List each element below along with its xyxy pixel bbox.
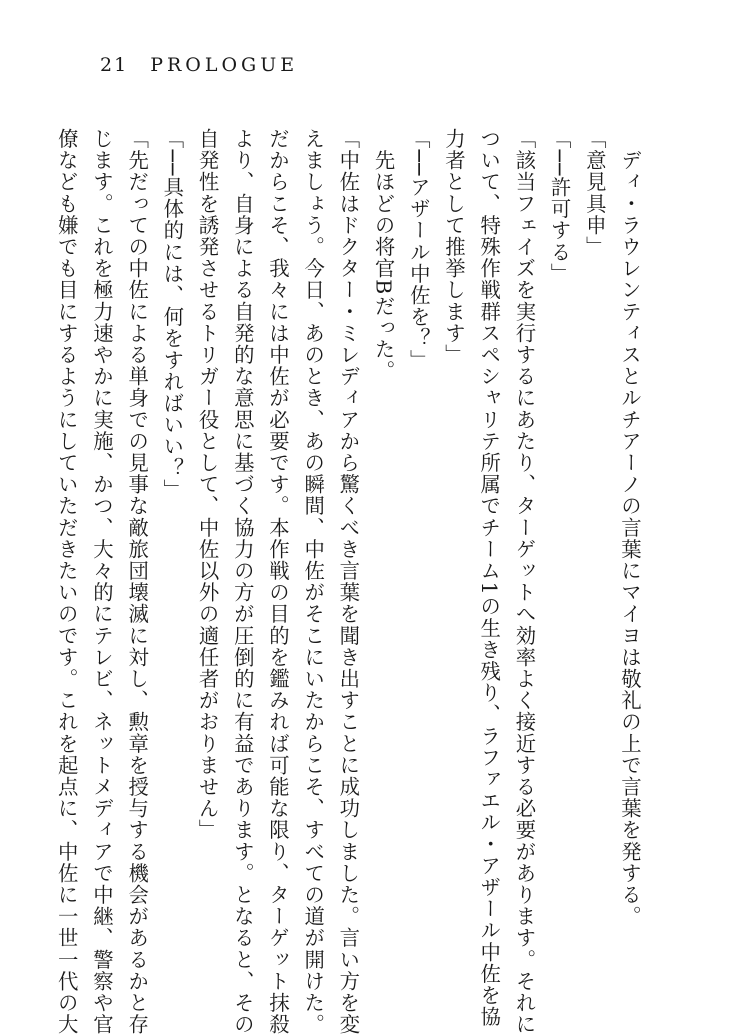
text-line: 先ほどの将官Bだった。 <box>371 128 396 382</box>
text-line: 「──具体的には、何をすればいい？」 <box>160 128 185 501</box>
text-line: 「先だっての中佐による単身での見事な敵旅団壊滅に対し、勲章を授与する機会があるかと存 <box>125 128 150 1035</box>
text-line: より、自身による自発的な意思に基づく協力の方が圧倒的に有益であります。となると、その <box>230 128 255 1035</box>
text-line: じます。これを極力速やかに実施、かつ、大々的にテレビ、ネットメディアで中継、警察や官 <box>89 128 114 1035</box>
page-number: 21 <box>100 54 129 76</box>
text-line: 僚なども嫌でも目にするようにしていただきたいのです。これを起点に、中佐に一世一代の大 <box>54 128 79 1035</box>
text-line: 「中佐はドクター・ミレディアから驚くべき言葉を聞き出すことに成功しました。言い方を変 <box>336 128 361 1035</box>
text-line: 「──アザール中佐を？」 <box>406 128 431 371</box>
text-line: 「──許可する」 <box>547 128 572 285</box>
text-line: えましょう。今日、あのとき、あの瞬間、中佐がそこにいたからこそ、すべての道が開けた。 <box>301 128 326 1035</box>
running-head <box>100 52 298 78</box>
text-line: ついて、特殊作戦群スペシャリテ所属でチーム1の生き残り、ラファエル・アザール中佐を協 <box>477 128 502 1028</box>
chapter-title: PROLOGUE <box>150 54 299 76</box>
text-line: 「意見具申」 <box>582 128 607 258</box>
vertical-text-body <box>54 128 647 1035</box>
text-line: 「該当フェイズを実行するにあたり、ターゲットへ効率よく接近する必要があります。それに <box>512 128 537 1035</box>
text-line: だからこそ、我々には中佐が必要です。本作戦の目的を鑑みれば可能な限り、ターゲット抹殺 <box>265 128 290 1035</box>
text-line: 自発性を誘発させるトリガー役として、中佐以外の適任者がおりません」 <box>195 128 220 841</box>
text-line: ディ・ラウレンティスとルチアーノの言葉にマイヨは敬礼の上で言葉を発する。 <box>618 128 642 928</box>
text-line: 力者として推挙します」 <box>441 128 466 366</box>
